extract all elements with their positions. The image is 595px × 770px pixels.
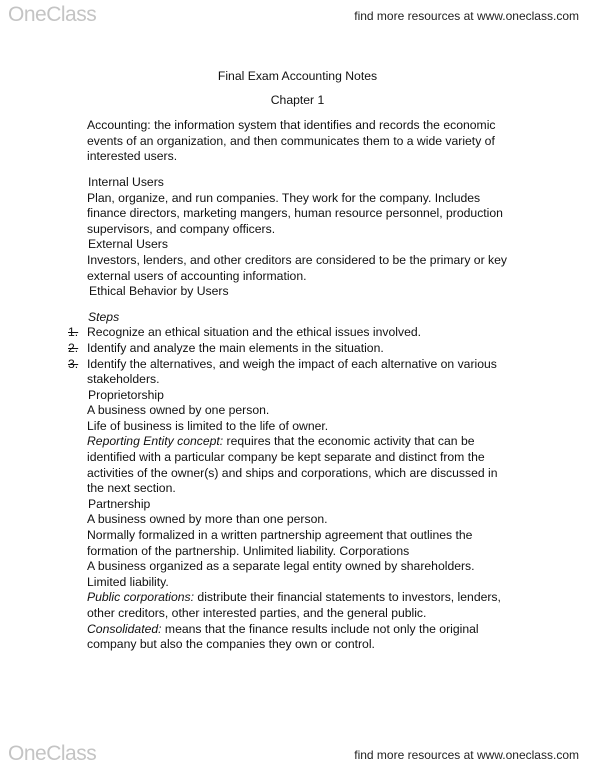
resources-link[interactable]: find more resources at www.oneclass.com xyxy=(354,9,579,23)
text-line: supervisors, and company officers. xyxy=(87,221,276,236)
text-line xyxy=(87,434,595,450)
step-text: Recognize an ethical situation and the ethical issues involved. xyxy=(87,325,422,340)
text-line: Life of business is limited to the life of owner. xyxy=(87,418,329,433)
resources-link[interactable]: find more resources at www.oneclass.com xyxy=(354,748,579,762)
internal-users-section xyxy=(0,175,595,191)
section-heading: External Users xyxy=(88,237,168,252)
list-item xyxy=(0,357,595,388)
step-text-continued: stakeholders. xyxy=(87,372,160,387)
text-line: finance directors, marketing mangers, human resource personnel, production xyxy=(87,206,503,221)
step-text: Identify and analyze the main elements in the situation. xyxy=(87,340,384,355)
steps-heading: Steps xyxy=(88,309,120,324)
text-line: identified with a particular company be kept separate and distinct from the xyxy=(87,450,485,465)
ethical-behavior-heading xyxy=(0,284,595,300)
steps-list xyxy=(0,325,595,387)
step-number: 3. xyxy=(68,356,79,371)
text-line xyxy=(87,590,595,606)
oneclass-logo: OneClass xyxy=(8,742,97,765)
partnership-text xyxy=(0,512,595,590)
text-line: A business owned by one person. xyxy=(87,403,270,418)
accounting-definition xyxy=(0,118,595,165)
text-line: interested users. xyxy=(87,149,178,164)
text-line: Plan, organize, and run companies. They work for the company. Includes xyxy=(87,190,481,205)
external-users-text xyxy=(0,253,595,284)
text-line: external users of accounting information. xyxy=(87,268,307,283)
text-line: events of an organization, and then communicates them to a wide variety of xyxy=(87,133,495,148)
term-consolidated: Consolidated: xyxy=(87,621,162,636)
text-line: Investors, lenders, and other creditors are considered to be the primary or key xyxy=(87,252,507,267)
term-definition: means that the finance results include not only the original xyxy=(161,621,479,636)
proprietorship-heading: Proprietorship xyxy=(88,387,164,402)
step-text: Identify the alternatives, and weigh the impact of each alternative on various xyxy=(87,356,497,371)
text-line: the next section. xyxy=(87,481,176,496)
chapter-heading: Chapter 1 xyxy=(270,92,325,107)
text-line: other creditors, other interested parties, and the general public. xyxy=(87,606,427,620)
step-number: 1. xyxy=(68,325,79,340)
text-line: company but also the companies they own or control. xyxy=(87,637,375,652)
text-line: Limited liability. xyxy=(87,574,169,589)
term-definition: requires that the economic activity that can be xyxy=(223,434,475,449)
document-body xyxy=(0,69,595,653)
internal-users-text xyxy=(0,191,595,238)
list-item xyxy=(0,341,595,357)
list-item xyxy=(0,325,595,341)
term-public-corporations: Public corporations: xyxy=(87,590,195,605)
consolidated-paragraph xyxy=(0,622,595,653)
public-corporations-paragraph xyxy=(0,590,595,621)
section-heading: Ethical Behavior by Users xyxy=(89,284,229,299)
term-reporting-entity: Reporting Entity concept: xyxy=(87,434,224,449)
text-line: Accounting: the information system that identifies and records the economic xyxy=(87,118,496,133)
proprietorship-text xyxy=(0,403,595,434)
step-number: 2. xyxy=(68,340,79,355)
reporting-entity-paragraph xyxy=(0,434,595,496)
text-line: formation of the partnership. Unlimited liability. Corporations xyxy=(87,543,410,558)
partnership-heading: Partnership xyxy=(88,496,151,511)
section-heading: Internal Users xyxy=(88,174,164,189)
text-line: A business organized as a separate legal entity owned by shareholders. xyxy=(87,559,475,574)
text-line: activities of the owner(s) and ships and corporations, which are discussed in xyxy=(87,465,498,480)
doc-title: Final Exam Accounting Notes xyxy=(217,69,378,83)
external-users-section xyxy=(0,237,595,253)
oneclass-logo: OneClass xyxy=(8,3,97,26)
term-definition: distribute their financial statements to investors, lenders, xyxy=(194,590,501,605)
text-line: A business owned by more than one person. xyxy=(87,512,328,527)
text-line xyxy=(87,622,595,638)
text-line: Normally formalized in a written partnership agreement that outlines the xyxy=(87,528,473,543)
